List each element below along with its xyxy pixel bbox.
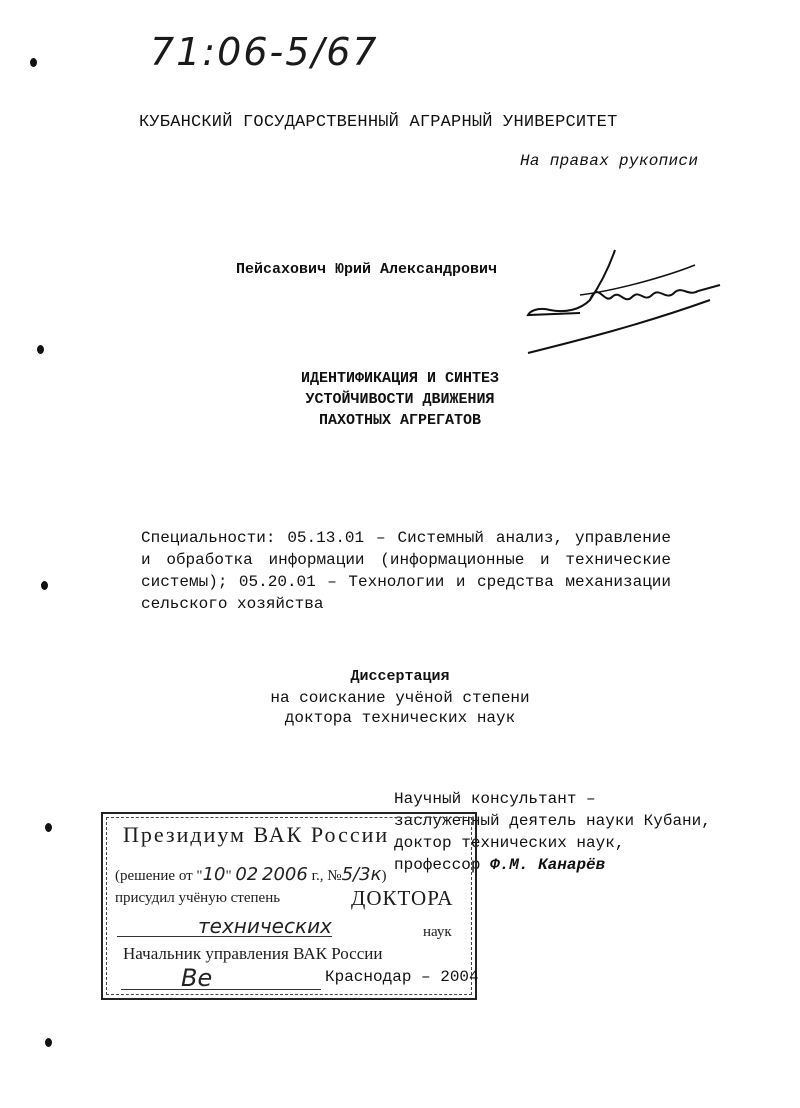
stamp-nauk: наук <box>423 924 452 940</box>
stamp-degree: ДОКТОРА <box>351 886 454 910</box>
stamp-g-n: г., № <box>311 868 342 884</box>
degree-sought <box>200 688 600 728</box>
consultant-rank: профессор <box>394 856 481 874</box>
title-line: УСТОЙЧИВОСТИ ДВИЖЕНИЯ <box>305 391 495 408</box>
university-name: КУБАНСКИЙ ГОСУДАРСТВЕННЫЙ АГРАРНЫЙ УНИВЕРСИТЕТ <box>139 113 618 132</box>
title-line: ИДЕНТИФИКАЦИЯ И СИНТЕЗ <box>300 370 500 387</box>
stamp-decision-prefix: (решение от " <box>115 868 203 884</box>
stamp-line <box>117 936 332 937</box>
stamp-header: Президиум ВАК России <box>123 822 390 847</box>
stamp-year: 2006 <box>262 864 308 885</box>
manuscript-rights: На правах рукописи <box>520 152 699 170</box>
consultant-titles: заслуженный деятель науки Кубани, доктор технических наук, <box>394 812 711 852</box>
consultant-name: Ф.М. Канарёв <box>490 856 606 874</box>
consultant-role: Научный консультант – <box>394 790 596 808</box>
stamp-decision: (решение от "10" 02 2006 г., №5/3к) <box>115 864 387 885</box>
degree-line: на соискание учёной степени <box>270 689 530 707</box>
author-name: Пейсахович Юрий Александрович <box>236 261 498 278</box>
stamp-day: 10 <box>202 864 226 885</box>
margin-dot <box>37 345 44 354</box>
margin-dot <box>45 823 52 832</box>
archive-code: 71:06-5/67 <box>150 30 379 74</box>
stamp-line <box>121 989 321 990</box>
stamp-signature: Ве <box>181 964 213 992</box>
title-line: ПАХОТНЫХ АГРЕГАТОВ <box>318 412 482 429</box>
stamp-month: 02 <box>235 864 259 885</box>
specialties-text: Специальности: 05.13.01 – Системный анализ, управление и обработка информации (информационные и технические системы); 05.20.01 – Технологии и средства механизации сельского хозяйства <box>141 529 671 613</box>
margin-dot <box>41 581 48 590</box>
stamp-field: технических <box>198 914 332 938</box>
margin-dot <box>30 58 37 67</box>
author-signature <box>520 245 750 360</box>
dissertation-title <box>230 368 570 431</box>
stamp-number: 5/3к <box>341 864 382 885</box>
stamp-close: ) <box>381 868 387 884</box>
dissertation-label: Диссертация <box>350 668 450 685</box>
stamp-awarded: присудил учёную степень <box>115 890 281 906</box>
degree-line: доктора технических наук <box>284 709 516 727</box>
margin-dot <box>45 1038 52 1047</box>
stamp-chief: Начальник управления ВАК России <box>123 944 383 963</box>
city-year: Краснодар – 2004 <box>325 968 479 986</box>
